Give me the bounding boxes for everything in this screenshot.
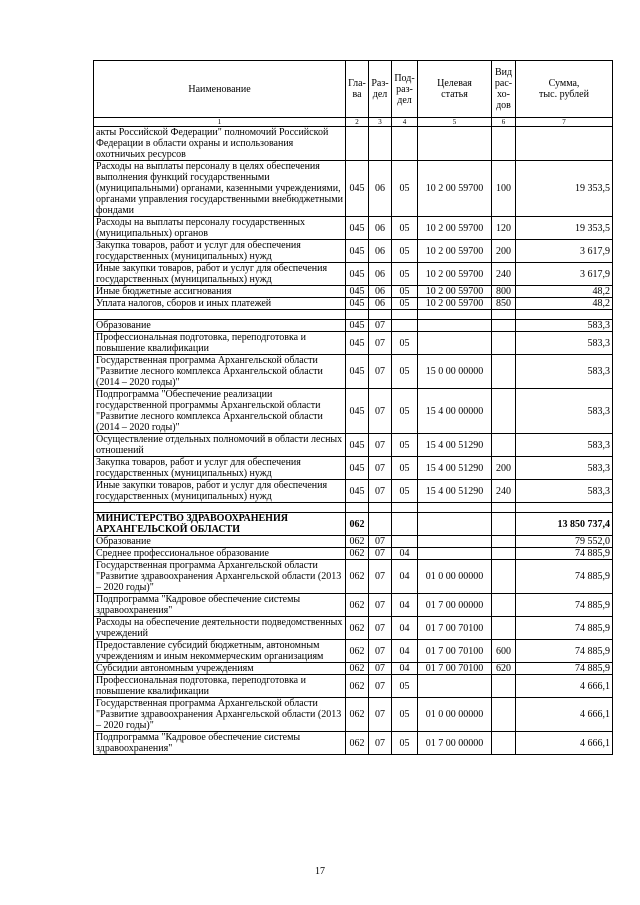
row-sum: 19 353,5 [516, 217, 613, 240]
row-chapter: 062 [346, 698, 369, 732]
row-subsection [392, 320, 418, 332]
row-sum: 79 552,0 [516, 536, 613, 548]
empty-cell [392, 310, 418, 320]
row-name: Подпрограмма "Кадровое обеспечение системы здравоохранения" [94, 594, 346, 617]
row-target-article: 10 2 00 59700 [418, 298, 492, 310]
row-name: МИНИСТЕРСТВО ЗДРАВООХРАНЕНИЯ АРХАНГЕЛЬСКОЙ ОБЛАСТИ [94, 513, 346, 536]
empty-cell [369, 503, 392, 513]
row-chapter: 045 [346, 389, 369, 434]
row-sum: 4 666,1 [516, 732, 613, 755]
row-target-article: 01 7 00 00000 [418, 594, 492, 617]
row-target-article: 01 7 00 70100 [418, 640, 492, 663]
row-expense-type [492, 698, 516, 732]
row-target-article: 01 0 00 00000 [418, 698, 492, 732]
row-chapter: 062 [346, 594, 369, 617]
row-section: 06 [369, 298, 392, 310]
row-chapter: 062 [346, 548, 369, 560]
empty-cell [346, 503, 369, 513]
row-expense-type: 200 [492, 457, 516, 480]
row-target-article: 10 2 00 59700 [418, 161, 492, 217]
row-sum: 583,3 [516, 320, 613, 332]
row-chapter: 062 [346, 560, 369, 594]
row-chapter: 062 [346, 513, 369, 536]
table-row [94, 127, 613, 161]
row-subsection: 04 [392, 594, 418, 617]
row-section: 07 [369, 698, 392, 732]
row-name: Субсидии автономным учреждениям [94, 663, 346, 675]
row-section: 07 [369, 457, 392, 480]
row-section: 07 [369, 732, 392, 755]
row-chapter: 062 [346, 617, 369, 640]
header-name: Наименование [94, 61, 346, 118]
row-chapter: 062 [346, 675, 369, 698]
table-row [94, 389, 613, 434]
row-expense-type [492, 434, 516, 457]
row-expense-type [492, 536, 516, 548]
row-sum [516, 127, 613, 161]
page-number: 17 [315, 866, 325, 877]
row-target-article: 01 0 00 00000 [418, 560, 492, 594]
table-row [94, 698, 613, 732]
row-subsection: 05 [392, 298, 418, 310]
header-subsection: Под- раз- дел [392, 61, 418, 118]
row-name: Подпрограмма "Обеспечение реализации государственной программы Архангельской области "Развитие лесного комплекса Архангельской области (2014 – 2020 годы)" [94, 389, 346, 434]
table-header-row [94, 61, 613, 118]
empty-cell [94, 310, 346, 320]
row-target-article: 15 4 00 51290 [418, 480, 492, 503]
row-expense-type: 800 [492, 286, 516, 298]
spacer-row [94, 503, 613, 513]
empty-cell [492, 503, 516, 513]
row-section: 06 [369, 240, 392, 263]
row-section: 06 [369, 263, 392, 286]
row-name: Уплата налогов, сборов и иных платежей [94, 298, 346, 310]
row-target-article: 01 7 00 00000 [418, 732, 492, 755]
row-target-article: 10 2 00 59700 [418, 217, 492, 240]
row-target-article: 15 4 00 51290 [418, 457, 492, 480]
row-name: Расходы на выплаты персоналу в целях обеспечения выполнения функций государственными (муниципальными) органами, казенными учреждениями, органами управления государственными внебюджетными фондами [94, 161, 346, 217]
table-row [94, 663, 613, 675]
table-row [94, 355, 613, 389]
column-number: 7 [516, 118, 613, 127]
row-section [369, 127, 392, 161]
row-section: 07 [369, 355, 392, 389]
table-row [94, 240, 613, 263]
row-chapter: 045 [346, 434, 369, 457]
row-subsection: 04 [392, 560, 418, 594]
row-section: 07 [369, 640, 392, 663]
column-number-row [94, 118, 613, 127]
spacer-row [94, 310, 613, 320]
row-chapter: 062 [346, 663, 369, 675]
row-section: 07 [369, 389, 392, 434]
row-name: Иные бюджетные ассигнования [94, 286, 346, 298]
row-target-article: 01 7 00 70100 [418, 617, 492, 640]
row-target-article [418, 675, 492, 698]
row-subsection: 05 [392, 161, 418, 217]
row-name: Образование [94, 536, 346, 548]
row-chapter: 045 [346, 217, 369, 240]
table-row [94, 640, 613, 663]
row-chapter: 045 [346, 240, 369, 263]
row-sum: 13 850 737,4 [516, 513, 613, 536]
row-target-article [418, 536, 492, 548]
row-expense-type: 200 [492, 240, 516, 263]
empty-cell [516, 503, 613, 513]
header-target-article: Целевая статья [418, 61, 492, 118]
row-sum: 583,3 [516, 355, 613, 389]
row-chapter: 045 [346, 457, 369, 480]
row-subsection: 05 [392, 263, 418, 286]
row-section [369, 513, 392, 536]
row-expense-type [492, 389, 516, 434]
row-sum: 74 885,9 [516, 548, 613, 560]
row-section: 07 [369, 663, 392, 675]
row-sum: 3 617,9 [516, 240, 613, 263]
header-chapter: Гла- ва [346, 61, 369, 118]
table-row [94, 161, 613, 217]
row-section: 07 [369, 617, 392, 640]
row-name: Осуществление отдельных полномочий в области лесных отношений [94, 434, 346, 457]
row-subsection: 05 [392, 332, 418, 355]
row-name: Расходы на выплаты персоналу государственных (муниципальных) органов [94, 217, 346, 240]
row-subsection: 05 [392, 480, 418, 503]
row-sum: 19 353,5 [516, 161, 613, 217]
row-sum: 4 666,1 [516, 675, 613, 698]
row-expense-type [492, 355, 516, 389]
row-name: Расходы на обеспечение деятельности подведомственных учреждений [94, 617, 346, 640]
row-subsection: 05 [392, 240, 418, 263]
column-number: 1 [94, 118, 346, 127]
row-subsection: 05 [392, 457, 418, 480]
row-subsection: 05 [392, 434, 418, 457]
header-expense-type: Вид рас- хо- дов [492, 61, 516, 118]
row-target-article: 15 0 00 00000 [418, 355, 492, 389]
table-row [94, 434, 613, 457]
row-subsection: 05 [392, 732, 418, 755]
row-sum: 583,3 [516, 457, 613, 480]
row-section: 06 [369, 217, 392, 240]
row-target-article [418, 548, 492, 560]
row-chapter: 062 [346, 536, 369, 548]
row-subsection [392, 513, 418, 536]
row-expense-type [492, 332, 516, 355]
row-section: 07 [369, 332, 392, 355]
column-number: 2 [346, 118, 369, 127]
row-sum: 48,2 [516, 286, 613, 298]
row-subsection [392, 127, 418, 161]
table-row [94, 560, 613, 594]
table-row [94, 457, 613, 480]
column-number: 4 [392, 118, 418, 127]
header-section: Раз- дел [369, 61, 392, 118]
header-sum: Сумма, тыс. рублей [516, 61, 613, 118]
row-chapter: 045 [346, 480, 369, 503]
row-name: Подпрограмма "Кадровое обеспечение системы здравоохранения" [94, 732, 346, 755]
row-chapter: 045 [346, 320, 369, 332]
table-row [94, 480, 613, 503]
table-row [94, 594, 613, 617]
empty-cell [369, 310, 392, 320]
table-row [94, 548, 613, 560]
row-name: Государственная программа Архангельской области "Развитие лесного комплекса Архангельской области (2014 – 2020 годы)" [94, 355, 346, 389]
row-sum: 583,3 [516, 389, 613, 434]
row-section: 07 [369, 560, 392, 594]
row-target-article: 10 2 00 59700 [418, 263, 492, 286]
table-row [94, 263, 613, 286]
row-expense-type [492, 675, 516, 698]
row-chapter: 045 [346, 298, 369, 310]
empty-cell [492, 310, 516, 320]
row-section: 06 [369, 286, 392, 298]
column-number: 6 [492, 118, 516, 127]
row-name: Предоставление субсидий бюджетным, автономным учреждениям и иным некоммерческим организациям [94, 640, 346, 663]
row-name: Профессиональная подготовка, переподготовка и повышение квалификации [94, 332, 346, 355]
row-section: 07 [369, 434, 392, 457]
empty-cell [346, 310, 369, 320]
row-target-article [418, 127, 492, 161]
row-target-article: 10 2 00 59700 [418, 240, 492, 263]
row-target-article: 15 4 00 51290 [418, 434, 492, 457]
row-expense-type [492, 548, 516, 560]
row-name: акты Российской Федерации" полномочий Российской Федерации в области охраны и использования охотничьих ресурсов [94, 127, 346, 161]
row-section: 07 [369, 594, 392, 617]
row-subsection: 04 [392, 548, 418, 560]
row-section: 07 [369, 320, 392, 332]
table-row [94, 286, 613, 298]
row-subsection: 04 [392, 640, 418, 663]
row-chapter [346, 127, 369, 161]
empty-cell [418, 310, 492, 320]
column-number: 5 [418, 118, 492, 127]
row-name: Иные закупки товаров, работ и услуг для обеспечения государственных (муниципальных) нужд [94, 480, 346, 503]
column-number: 3 [369, 118, 392, 127]
empty-cell [516, 310, 613, 320]
row-expense-type [492, 594, 516, 617]
row-name: Образование [94, 320, 346, 332]
row-chapter: 045 [346, 286, 369, 298]
row-expense-type: 600 [492, 640, 516, 663]
row-subsection: 05 [392, 675, 418, 698]
row-target-article [418, 320, 492, 332]
table-row [94, 298, 613, 310]
row-sum: 74 885,9 [516, 640, 613, 663]
empty-cell [392, 503, 418, 513]
table-body [94, 127, 613, 755]
row-expense-type [492, 513, 516, 536]
row-subsection: 04 [392, 663, 418, 675]
row-chapter: 045 [346, 332, 369, 355]
row-chapter: 062 [346, 732, 369, 755]
row-expense-type [492, 732, 516, 755]
row-sum: 583,3 [516, 480, 613, 503]
row-expense-type: 120 [492, 217, 516, 240]
row-sum: 74 885,9 [516, 617, 613, 640]
row-name: Закупка товаров, работ и услуг для обеспечения государственных (муниципальных) нужд [94, 457, 346, 480]
row-sum: 74 885,9 [516, 663, 613, 675]
row-chapter: 045 [346, 355, 369, 389]
row-sum: 74 885,9 [516, 560, 613, 594]
table-row [94, 217, 613, 240]
row-name: Иные закупки товаров, работ и услуг для обеспечения государственных (муниципальных) нужд [94, 263, 346, 286]
row-chapter: 045 [346, 263, 369, 286]
row-expense-type [492, 127, 516, 161]
row-subsection [392, 536, 418, 548]
row-expense-type [492, 320, 516, 332]
row-name: Государственная программа Архангельской области "Развитие здравоохранения Архангельской области (2013 – 2020 годы)" [94, 560, 346, 594]
row-chapter: 045 [346, 161, 369, 217]
row-expense-type: 240 [492, 480, 516, 503]
empty-cell [94, 503, 346, 513]
row-section: 07 [369, 675, 392, 698]
row-expense-type [492, 560, 516, 594]
row-name: Закупка товаров, работ и услуг для обеспечения государственных (муниципальных) нужд [94, 240, 346, 263]
row-target-article: 01 7 00 70100 [418, 663, 492, 675]
table-row [94, 675, 613, 698]
row-chapter: 062 [346, 640, 369, 663]
row-expense-type: 240 [492, 263, 516, 286]
row-section: 07 [369, 548, 392, 560]
row-section: 06 [369, 161, 392, 217]
row-subsection: 05 [392, 698, 418, 732]
row-subsection: 05 [392, 389, 418, 434]
row-name: Среднее профессиональное образование [94, 548, 346, 560]
row-target-article [418, 332, 492, 355]
row-subsection: 05 [392, 355, 418, 389]
table-row [94, 732, 613, 755]
row-sum: 583,3 [516, 332, 613, 355]
budget-table [93, 60, 613, 755]
row-expense-type: 850 [492, 298, 516, 310]
table-row [94, 332, 613, 355]
row-sum: 48,2 [516, 298, 613, 310]
row-section: 07 [369, 536, 392, 548]
row-target-article: 10 2 00 59700 [418, 286, 492, 298]
row-name: Государственная программа Архангельской области "Развитие здравоохранения Архангельской области (2013 – 2020 годы)" [94, 698, 346, 732]
row-subsection: 04 [392, 617, 418, 640]
row-sum: 3 617,9 [516, 263, 613, 286]
empty-cell [418, 503, 492, 513]
table-row [94, 513, 613, 536]
row-expense-type [492, 617, 516, 640]
row-subsection: 05 [392, 217, 418, 240]
row-sum: 74 885,9 [516, 594, 613, 617]
table-row [94, 536, 613, 548]
row-subsection: 05 [392, 286, 418, 298]
row-expense-type: 100 [492, 161, 516, 217]
table-row [94, 617, 613, 640]
row-expense-type: 620 [492, 663, 516, 675]
row-sum: 4 666,1 [516, 698, 613, 732]
table-row [94, 320, 613, 332]
row-target-article [418, 513, 492, 536]
row-sum: 583,3 [516, 434, 613, 457]
row-target-article: 15 4 00 00000 [418, 389, 492, 434]
row-section: 07 [369, 480, 392, 503]
row-name: Профессиональная подготовка, переподготовка и повышение квалификации [94, 675, 346, 698]
